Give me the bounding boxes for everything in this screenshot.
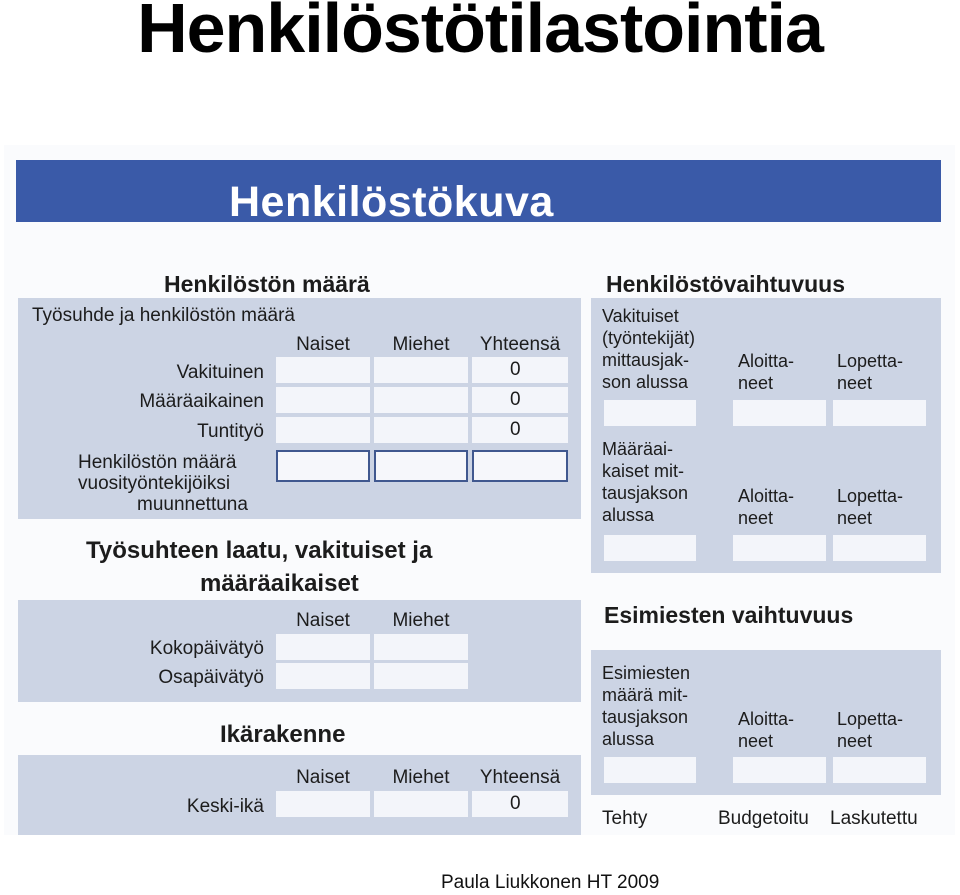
form-banner: [16, 160, 941, 226]
label-budgetoitu: Budgetoitu: [718, 808, 809, 829]
keski-ika-total-field: [472, 791, 568, 817]
manager-start-line3: tausjakson: [602, 707, 689, 727]
manager-starters-line1: Aloitta-: [738, 709, 795, 729]
turnover-fixed-label: [602, 438, 688, 526]
manager-leavers-label: [837, 708, 903, 752]
scanned-form: [4, 145, 955, 835]
turnover-permanent-line4: son alussa: [602, 372, 689, 392]
vakituinen-miehet-field[interactable]: [374, 357, 468, 383]
manager-start-line2: määrä mit-: [602, 685, 689, 705]
fixed-leavers-line2: neet: [837, 508, 873, 528]
staff-count-subheading: Työsuhde ja henkilöstön määrä: [32, 305, 295, 326]
col-miehet: Miehet: [392, 334, 450, 355]
maaraaikainen-miehet-field[interactable]: [374, 387, 468, 413]
manager-leavers-line2: neet: [837, 731, 873, 751]
row-label-keski-ika: Keski-ikä: [186, 796, 264, 817]
row-label-osapaivatyo: Osapäivätyö: [158, 667, 264, 688]
turnover-permanent-label: [602, 305, 695, 393]
permanent-starters-line1: Aloitta-: [738, 351, 795, 371]
manager-turnover-heading: Esimiesten vaihtuvuus: [604, 602, 854, 628]
col-yhteensa: Yhteensä: [479, 334, 561, 355]
vakituinen-total-field: [472, 357, 568, 383]
fixed-starters-label: [738, 485, 794, 529]
tuntityo-naiset-field[interactable]: [276, 417, 370, 443]
fixed-starters-field[interactable]: [733, 535, 826, 561]
turnover-fixed-line4: alussa: [602, 505, 655, 525]
fte-label-line1: Henkilöstön määrä: [78, 452, 237, 473]
employment-quality-heading-2: määräaikaiset: [200, 570, 359, 597]
vakituinen-naiset-field[interactable]: [276, 357, 370, 383]
staff-count-heading: Henkilöstön määrä: [164, 271, 370, 297]
turnover-permanent-line1: Vakituiset: [602, 306, 679, 326]
fte-miehet-field[interactable]: [374, 450, 468, 482]
osapaivatyo-naiset-field[interactable]: [276, 663, 370, 689]
vakituinen-total-value: 0: [510, 359, 521, 380]
manager-starters-line2: neet: [738, 731, 774, 751]
permanent-leavers-line2: neet: [837, 373, 873, 393]
turnover-fixed-line1: Määräai-: [602, 439, 674, 459]
fixed-leavers-field[interactable]: [833, 535, 926, 561]
permanent-starters-label: [738, 350, 794, 394]
fte-label-line2: vuosityöntekijöiksi: [78, 473, 231, 494]
permanent-leavers-line1: Lopetta-: [837, 351, 904, 371]
row-label-vakituinen: Vakituinen: [176, 362, 264, 383]
age-col-miehet: Miehet: [392, 767, 450, 788]
row-label-maaraaikainen: Määräaikainen: [139, 391, 264, 412]
row-label-kokopaivatyo: Kokopäivätyö: [149, 638, 264, 659]
fixed-starters-line2: neet: [738, 508, 774, 528]
eq-col-miehet: Miehet: [392, 610, 450, 631]
permanent-leavers-label: [837, 350, 903, 394]
manager-leavers-field[interactable]: [833, 757, 926, 783]
maaraaikainen-total-value: 0: [510, 389, 521, 410]
maaraaikainen-total-field: [472, 387, 568, 413]
permanent-starters-field[interactable]: [733, 400, 826, 426]
keski-ika-total-value: 0: [510, 793, 521, 814]
fte-label-line3: muunnettuna: [137, 494, 248, 515]
col-naiset: Naiset: [296, 334, 350, 355]
label-laskutettu: Laskutettu: [830, 808, 918, 829]
fixed-leavers-label: [837, 485, 903, 529]
kokopaivatyo-naiset-field[interactable]: [276, 634, 370, 660]
turnover-fixed-line3: tausjakson: [602, 483, 689, 503]
tuntityo-total-value: 0: [510, 419, 521, 440]
fixed-leavers-line1: Lopetta-: [837, 486, 904, 506]
age-structure-heading: Ikärakenne: [220, 721, 346, 748]
tuntityo-miehet-field[interactable]: [374, 417, 468, 443]
turnover-permanent-line2: (työntekijät): [602, 328, 696, 348]
fte-naiset-field[interactable]: [276, 450, 370, 482]
maaraaikainen-naiset-field[interactable]: [276, 387, 370, 413]
row-label-tuntityo: Tuntityö: [197, 421, 264, 442]
slide-title: Henkilöstötilastointia: [137, 0, 823, 67]
manager-start-line1: Esimiesten: [602, 663, 691, 683]
manager-starters-field[interactable]: [733, 757, 826, 783]
fixed-starters-line1: Aloitta-: [738, 486, 795, 506]
osapaivatyo-miehet-field[interactable]: [374, 663, 468, 689]
manager-starters-label: [738, 708, 794, 752]
age-col-yhteensa: Yhteensä: [479, 767, 561, 788]
employment-quality-heading-1: Työsuhteen laatu, vakituiset ja: [86, 537, 433, 564]
permanent-leavers-field[interactable]: [833, 400, 926, 426]
turnover-heading: Henkilöstövaihtuvuus: [606, 271, 845, 297]
kokopaivatyo-miehet-field[interactable]: [374, 634, 468, 660]
permanent-start-count-field[interactable]: [604, 400, 696, 426]
permanent-starters-line2: neet: [738, 373, 774, 393]
manager-start-count-field[interactable]: [604, 757, 696, 783]
turnover-fixed-line2: kaiset mit-: [602, 461, 685, 481]
form-banner-title: Henkilöstökuva: [229, 178, 554, 226]
fixed-start-count-field[interactable]: [604, 535, 696, 561]
manager-start-label: [602, 662, 690, 750]
tuntityo-total-field: [472, 417, 568, 443]
manager-leavers-line1: Lopetta-: [837, 709, 904, 729]
keski-ika-naiset-field[interactable]: [276, 791, 370, 817]
eq-col-naiset: Naiset: [296, 610, 350, 631]
fte-total-field[interactable]: [472, 450, 568, 482]
age-col-naiset: Naiset: [296, 767, 350, 788]
keski-ika-miehet-field[interactable]: [374, 791, 468, 817]
manager-start-line4: alussa: [602, 729, 655, 749]
turnover-permanent-line3: mittausjak-: [602, 350, 690, 370]
label-tehty: Tehty: [602, 808, 648, 829]
slide-footer: Paula Liukkonen HT 2009: [441, 872, 660, 893]
